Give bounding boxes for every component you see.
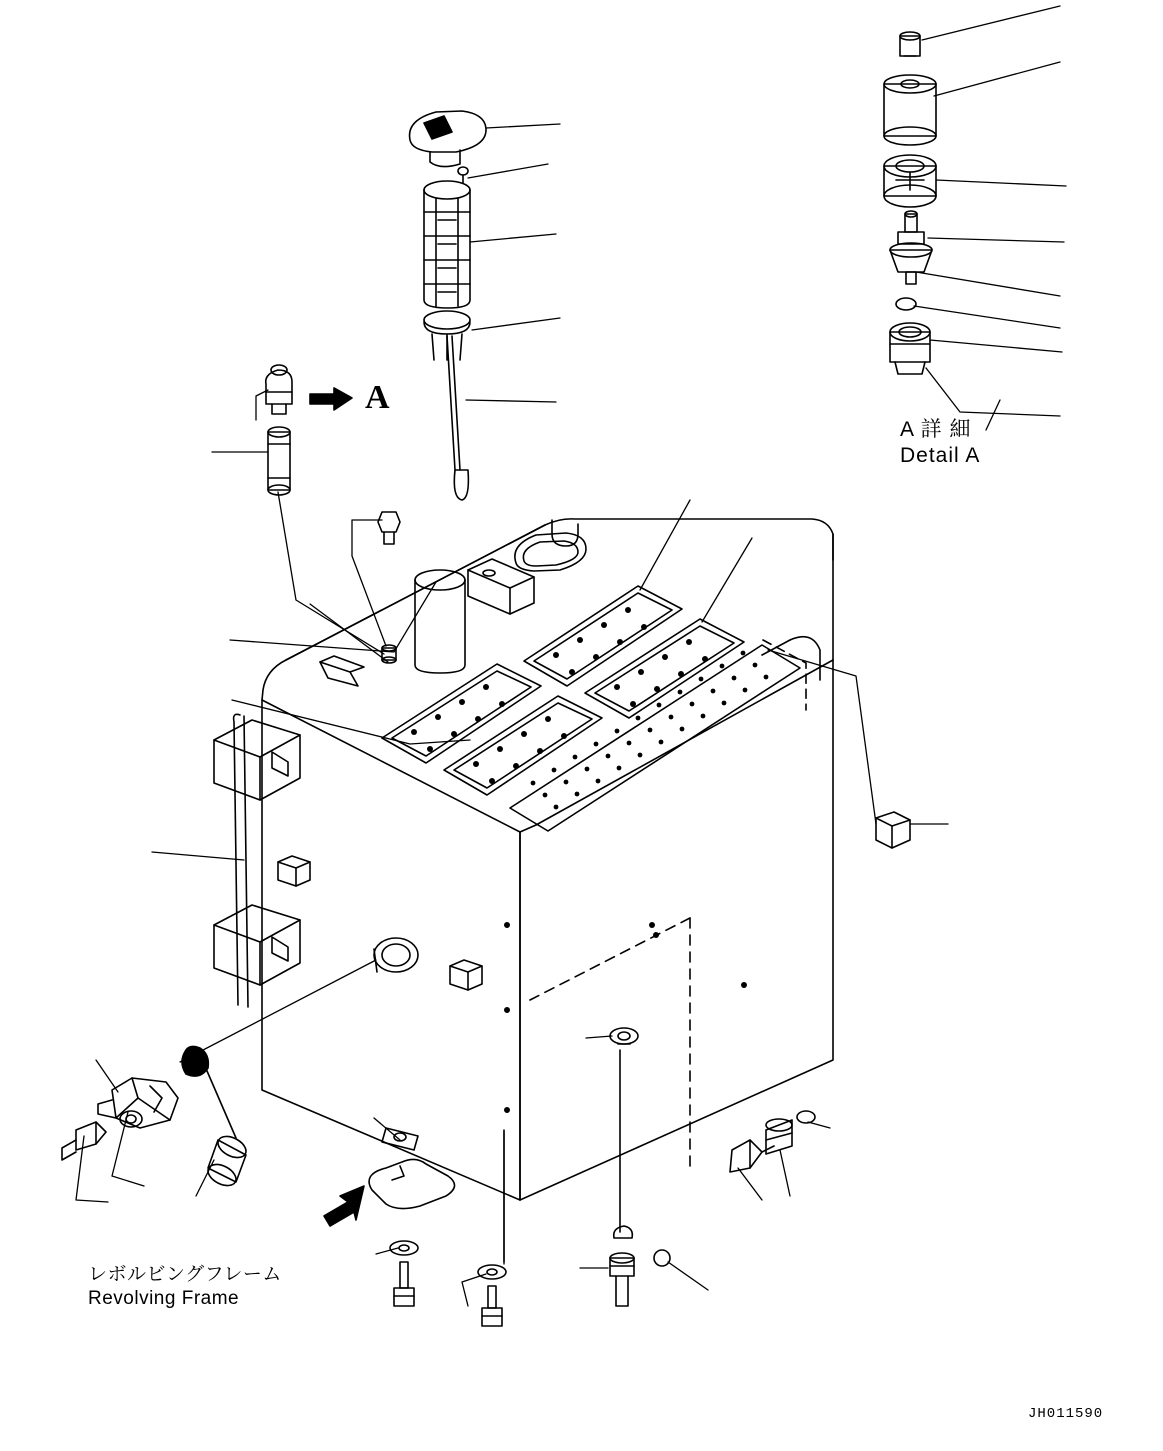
tank-top-perforated-strip <box>510 645 800 831</box>
lower-right-elbow <box>730 1140 774 1172</box>
tank-rear-hatch-dashed <box>530 918 690 1168</box>
tank-top-small-block <box>468 559 534 614</box>
lower-left-sleeve <box>205 1132 250 1190</box>
tank-top-cover-plates <box>382 586 744 795</box>
drain-valve-ball <box>654 1250 670 1266</box>
tank-side-lift-bracket-upper <box>214 720 300 800</box>
tank-top-oval-cap <box>515 533 586 571</box>
detail-a-label-en: Detail A <box>900 444 981 467</box>
tank-front-round-port <box>374 938 418 972</box>
tank-front-small-boss-1 <box>278 856 310 886</box>
arrow-to-detail-a <box>310 388 352 410</box>
mount-bolt-right <box>478 1265 506 1326</box>
mount-bracket-tab <box>382 1128 418 1150</box>
filter-cap-assembly <box>410 111 486 167</box>
detail-a-o-ring <box>896 298 916 310</box>
mount-bolt-left <box>390 1241 418 1306</box>
lower-left-switch-body <box>98 1078 178 1128</box>
tank-side-lift-bracket-lower <box>214 905 300 985</box>
tank-filler-neck <box>415 570 465 673</box>
drain-valve-stem <box>610 1050 634 1306</box>
drain-valve-washer <box>610 1028 638 1044</box>
detail-a-label-jp: A 詳 細 <box>900 418 972 441</box>
tank-side-rod <box>234 714 248 1007</box>
filter-dipstick-rod <box>447 336 468 500</box>
detail-a-hex-housing <box>890 323 930 374</box>
lower-right-o-ring <box>797 1111 815 1123</box>
revolving-frame-label-en: Revolving Frame <box>88 1288 240 1309</box>
filter-element <box>424 181 470 308</box>
detail-a-cap-small <box>900 32 920 56</box>
lower-left-grommet <box>182 1046 236 1138</box>
small-hex-plug-left <box>378 512 400 544</box>
revolving-frame-label-jp: レボルビングフレーム <box>88 1264 282 1285</box>
section-a-letter: A <box>365 379 390 416</box>
hex-nut-right <box>876 812 910 848</box>
pressure-switch-top <box>266 365 292 414</box>
sheet-code: JH011590 <box>1028 1406 1104 1422</box>
filter-small-bolt <box>458 167 468 183</box>
sleeve-fitting <box>268 427 290 495</box>
detail-a-cylinder-body <box>884 75 936 145</box>
tank-front-small-boss-2 <box>450 960 482 990</box>
arrow-to-revolving-frame <box>324 1186 364 1226</box>
hydraulic-tank-body <box>262 519 833 1200</box>
detail-a-flange-ring <box>884 155 936 207</box>
tank-upper-ledge-plate <box>320 656 364 686</box>
